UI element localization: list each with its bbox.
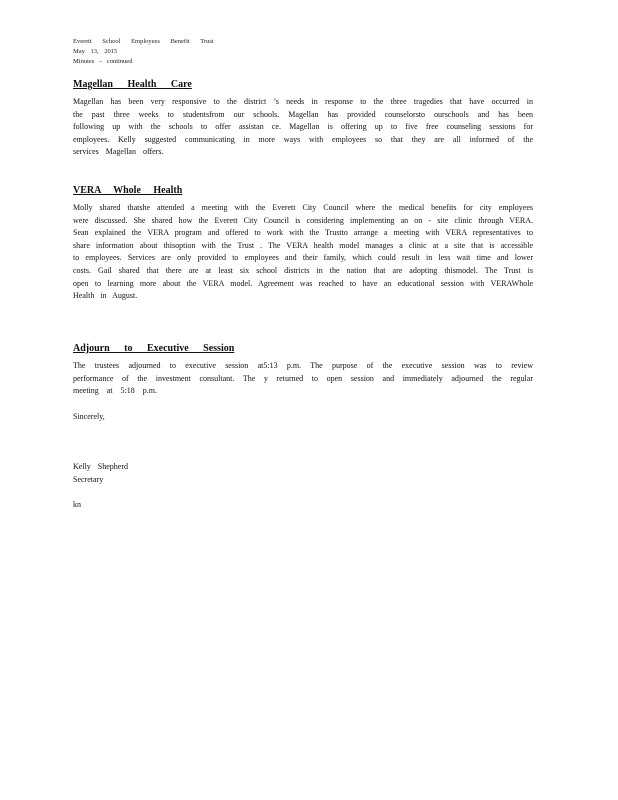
header-subtitle: Minutes – continued — [73, 58, 133, 65]
closing-salutation: Sincerely, — [73, 412, 105, 421]
section-body-adjourn: The trustees adjourned to executive session at5:13 p.m. The purpose of the executive session was to review performance of the investment consultant. The y returned to open session and immediately adjourned the regular meeting at 5:18 p.m. — [73, 361, 533, 396]
document-header — [73, 37, 273, 67]
signer-name: Kelly Shepherd — [73, 462, 128, 471]
header-date: May 13, 2015 — [73, 48, 118, 55]
section-heading-magellan: Magellan Health Care — [73, 79, 192, 90]
section-body-vera: Molly shared thatshe attended a meeting with the Everett City Council where the medical benefits for city employees were discussed. She shared how the Everett City Council is considering implementing an on - site clinic through VERA. Sean explained the VERA program and offered to work with the Trustto arrange a meeting with VERA representatives to share information about thisoption with the Trust . The VERA health model manages a clinic at a site that is accessible to employees. Services are only provided to employees and their family, which could result in less wait time and lower costs. Gail shared that there are at least six school districts in the nation that are adopting thismodel. The Trust is open to learning more about the VERA model. Agreement was reached to have an educational session with VERAWhole Health in August. — [73, 203, 533, 301]
section-heading-adjourn: Adjourn to Executive Session — [73, 343, 235, 354]
header-title: Everett School Employees Benefit Trust — [73, 38, 214, 45]
section-heading-vera: VERA Whole Health — [73, 185, 183, 196]
signer-role: Secretary — [73, 475, 104, 484]
section-body-magellan: Magellan has been very responsive to the district ’s needs in response to the three tragedies that have occurred in the past three weeks to studentsfrom our schools. Magellan has provided counselorsto ourschools and has been following up with the schools to offer assistan ce. Magellan is offering up to five free counseling sessions for employees. Kelly suggested communicating in more ways with employees so that they are all informed of the services Magellan offers. — [73, 97, 533, 157]
typist-initials: kn — [73, 500, 81, 509]
